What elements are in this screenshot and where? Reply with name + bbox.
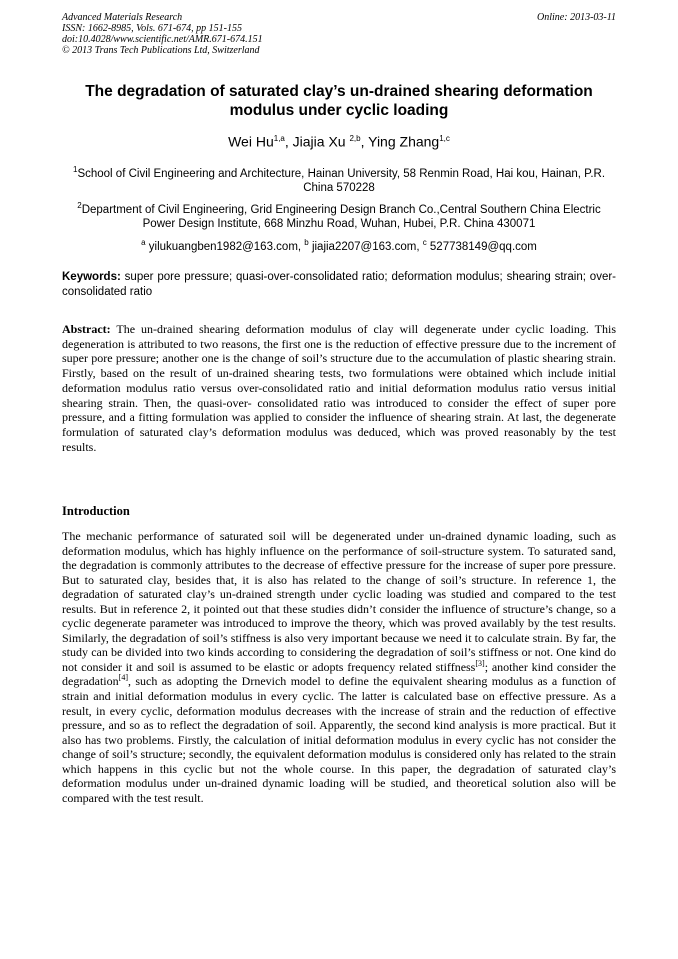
intro-text-3: , such as adopting the Drnevich model to define the equivalent shearing modulus as a function of strain and initial deformation modulus in every cyclic. The latter is calculated base on effective pressure. As a result, in every cyclic, deformation modulus decreases with the increase of strain and the reduction of effective pressure, and so as to reflect the degradation of soil. Apparently, the second kind analysis is more practical. But it also has two problems. Firstly, the calculation of initial deformation modulus in every cyclic has not consider the change of soil’s structure; secondly, the equivalent deformation modulus is considered only has related to the strain which happens in this cyclic but not the whole course. In this paper, the degradation of saturated clay’s deformation modulus under un-drained dynamic loading will be studied, and theoretical solution also will be compared with the test result. <box>62 674 616 805</box>
online-date: Online: 2013-03-11 <box>537 12 616 23</box>
copyright-line: © 2013 Trans Tech Publications Ltd, Switzerland <box>62 45 260 56</box>
author-separator: , <box>284 133 293 150</box>
abstract-label: Abstract: <box>62 322 111 336</box>
author-name: Ying Zhang <box>368 133 440 150</box>
email-mark: b <box>304 238 309 247</box>
journal-header <box>62 12 616 56</box>
affiliation-text: Department of Civil Engineering, Grid Engineering Design Branch Co.,Central Southern China Electric Power Design Institute, 668 Minzhu Road, Wuhan, Hubei, P.R. China 430071 <box>81 203 601 230</box>
intro-text-2: ; another kind consider the degradation <box>62 659 616 689</box>
abstract-text: The un-drained shearing deformation modulus of clay will degenerate under cyclic loading. This degeneration is attributed to two reasons, the first one is the reduction of effective pressure due to the increment of super pore pressure; another one is the change of soil’s structure due to the accumulation of plastic shearing strain. Firstly, based on the result of un-drained shearing tests, two formulations were obtained which include initial deformation modulus ratio versus over-consolidated ratio and initial deformation modulus ratio versus initial shearing strain. Then, the quasi-over- consolidated ratio was introduced to consider the effect of super pore pressure, and a fitting formulation was applied to consider the influence of shearing strain. At last, the degenerate formulation of saturated clay’s deformation modulus was deduced, which was proved reasonably by the test results. <box>62 322 616 454</box>
author-affil-mark: 1,a <box>273 134 285 143</box>
section-heading-introduction: Introduction <box>62 504 130 518</box>
journal-name: Advanced Materials Research <box>62 12 183 23</box>
intro-text-1: The mechanic performance of saturated soil will be degenerated under un-drained dynamic loading, such as deformation modulus, which has highly influence on the performance of soil-structure system. To saturated sand, the degradation is commonly attributes to the decrease of effective pressure for the increase of super pore pressure. But to saturated clay, besides that, it is also has related to the change of soil’s structure. In reference 1, the degradation of saturated clay’s un-drained strength under cyclic loading was studied and compared to the test results. But in reference 2, it pointed out that these studies didn’t consider the influence of structure’s change, so a cyclic degenerate parameter was introduced to improve the theory, which was proved availably by the test results. Similarly, the degradation of soil’s stiffness is also very important because we need it to calculate strain. By far, the study can be divided into two kinds according to considering the degradation of soil’s stiffness or not. One kind do not consider it and soil is assumed to be elastic or adopts frequency related stiffness <box>62 529 616 674</box>
issn-line: ISSN: 1662-8985, Vols. 671-674, pp 151-155 <box>62 23 242 34</box>
email-address[interactable]: yilukuangben1982@163.com, <box>145 240 305 253</box>
author-affil-mark: 2,b <box>349 134 361 143</box>
affiliation-2 <box>62 199 616 231</box>
email-mark: a <box>141 238 146 247</box>
citation-ref-3[interactable]: [3] <box>475 658 485 668</box>
email-address[interactable]: jiajia2207@163.com, <box>308 240 423 253</box>
author-list <box>62 130 616 151</box>
author-name: Wei Hu <box>228 133 274 150</box>
author-affil-mark: 1,c <box>439 134 450 143</box>
keywords-text: super pore pressure; quasi-over-consolidated ratio; deformation modulus; shearing strain; over-consolidated ratio <box>62 271 616 298</box>
email-line <box>62 236 616 254</box>
author-name: Jiajia Xu <box>292 133 350 150</box>
doi-line: doi:10.4028/www.scientific.net/AMR.671-674.151 <box>62 34 263 45</box>
paper-title: The degradation of saturated clay’s un-drained shearing deformation modulus under cyclic loading <box>85 83 593 119</box>
affiliation-text: School of Civil Engineering and Architecture, Hainan University, 58 Renmin Road, Hai kou, Hainan, P.R. China 570228 <box>77 167 606 194</box>
keywords-paragraph <box>62 270 616 300</box>
abstract-paragraph <box>62 322 616 454</box>
email-address[interactable]: 527738149@qq.com <box>426 240 537 253</box>
affiliation-1 <box>62 163 616 195</box>
keywords-label: Keywords: <box>62 271 121 283</box>
introduction-paragraph <box>62 529 616 805</box>
affiliation-mark: 2 <box>77 201 82 210</box>
affiliation-mark: 1 <box>72 165 78 174</box>
email-mark: c <box>422 238 427 247</box>
citation-ref-4[interactable]: [4] <box>118 673 128 683</box>
author-separator: , <box>360 133 369 150</box>
